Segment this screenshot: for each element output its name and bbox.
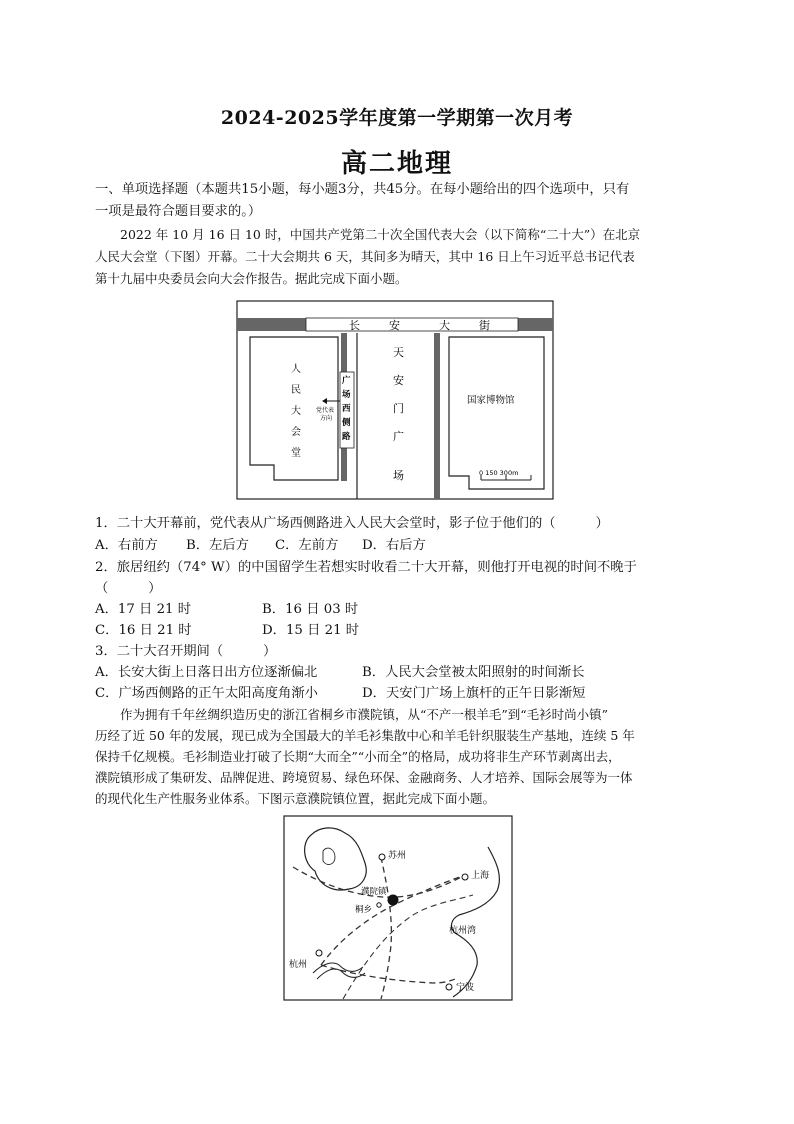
square-char-3: 门 [393, 402, 404, 415]
lake-island [323, 848, 335, 864]
q3-option-b[interactable]: B．人民大会堂被太阳照射的时间渐长 [362, 665, 585, 680]
west-road-char-4: 侧 [342, 418, 351, 428]
square-char-1: 天 [393, 346, 404, 359]
hall-char-2: 民 [291, 385, 301, 396]
street-char-1: 长 [349, 319, 360, 332]
q1-option-c[interactable]: C．左前方 [275, 538, 339, 553]
q2-stem: 2．旅居纽约（74° W）的中国留学生若想实时收看二十大开幕，则他打开电视的时间不晚于 [95, 560, 637, 575]
ningbo-dot [446, 984, 452, 990]
west-road-char-1: 广 [342, 376, 351, 386]
q3-option-d[interactable]: D．天安门广场上旗杆的正午日影渐短 [362, 686, 586, 701]
passage2-line2: 历经了近 50 年的发展，现已成为全国最大的羊毛衫集散中心和羊毛针织服装生产基地，连续 5 年 [95, 728, 635, 743]
hall-char-4: 会 [291, 427, 301, 438]
passage1-line2: 人民大会堂（下图）开幕。二十大会期共 6 天，其间多为晴天，其中 16 日上午习近平总书记代表 [95, 249, 635, 264]
puyuan-location-map [283, 815, 513, 1001]
tiananmen-map [236, 300, 554, 500]
q1-stem: 1．二十大开幕前，党代表从广场西侧路进入人民大会堂时，影子位于他们的（ ） [95, 516, 609, 531]
passage2-line5: 的现代化生产性服务业体系。下图示意濮院镇位置，据此完成下面小题。 [95, 791, 496, 806]
q2-option-c[interactable]: C．16 日 21 时 [95, 623, 192, 638]
square-char-4: 广 [393, 430, 404, 443]
section-heading-line2: 一项是最符合题目要求的。） [95, 204, 262, 219]
q3-option-c[interactable]: C．广场西侧路的正午太阳高度角渐小 [95, 686, 318, 701]
passage2-line4: 濮院镇形成了集研发、品牌促进、跨境贸易、绿色环保、金融商务、人才培养、国际会展等为一体 [95, 770, 633, 785]
arrow-label-2: 方向 [320, 415, 333, 422]
hangzhouwan-label: 杭州湾 [449, 926, 477, 936]
section-heading-line1: 一、单项选择题（本题共15小题，每小题3分，共45分。在每小题给出的四个选项中，只有 [95, 182, 630, 197]
q3-stem: 3．二十大召开期间（ ） [95, 644, 277, 659]
square-char-5: 场 [393, 469, 404, 482]
tongxiang-dot [377, 903, 381, 907]
arrow-label-1: 党代表 [316, 407, 335, 414]
q2-option-b[interactable]: B．16 日 03 时 [262, 602, 359, 617]
q2-paren: （ ） [95, 581, 162, 596]
subject-title: 高二地理 [340, 149, 453, 179]
passage2-line1: 作为拥有千年丝绸织造历史的浙江省桐乡市濮院镇，从“不产一根羊毛”到“毛衫时尚小镇” [120, 707, 609, 722]
hall-char-5: 堂 [291, 448, 301, 459]
street-char-3: 大 [439, 319, 450, 332]
square-east-road [434, 333, 440, 499]
puyuan-label: 濮院镇 [361, 887, 387, 897]
q1-option-a[interactable]: A．右前方 [95, 538, 158, 553]
west-road-char-3: 西 [342, 404, 351, 414]
puyuan-dot [388, 895, 399, 906]
hangzhou-label: 杭州 [289, 960, 308, 970]
museum-outline [449, 337, 544, 489]
passage1-line3: 第十九届中央委员会向大会作报告。据此完成下面小题。 [95, 271, 408, 286]
square-char-2: 安 [393, 374, 404, 387]
exam-title: 2024-2025学年度第一学期第一次月考 [220, 107, 574, 129]
tongxiang-label: 桐乡 [355, 905, 373, 915]
passage2-line3: 保持千亿规模。毛衫制造业打破了长期“大而全”“小而全”的格局，成功将非生产环节剥离出去， [95, 749, 621, 764]
suzhou-label: 苏州 [388, 851, 407, 861]
scale-bar-label: 0 150 300m [479, 469, 519, 477]
shanghai-label: 上海 [471, 871, 490, 881]
passage1-line1: 2022 年 10 月 16 日 10 时，中国共产党第二十次全国代表大会（以下简称“二十大”）在北京 [120, 227, 641, 242]
west-road-char-5: 路 [342, 432, 351, 442]
street-char-4: 街 [479, 319, 490, 332]
hangzhou-dot [316, 950, 322, 956]
suzhou-dot [379, 854, 385, 860]
hall-char-1: 人 [291, 364, 301, 375]
street-char-2: 安 [389, 319, 400, 332]
q1-option-d[interactable]: D．右后方 [362, 538, 426, 553]
q2-option-a[interactable]: A．17 日 21 时 [95, 602, 192, 617]
q2-option-d[interactable]: D．15 日 21 时 [262, 623, 360, 638]
west-road-char-2: 场 [342, 390, 351, 400]
hall-char-3: 大 [291, 406, 301, 417]
q3-option-a[interactable]: A．长安大街上日落日出方位逐渐偏北 [95, 665, 318, 680]
q1-option-b[interactable]: B．左后方 [186, 538, 249, 553]
shanghai-dot [462, 874, 468, 880]
ningbo-label: 宁波 [456, 983, 475, 993]
museum-label: 国家博物馆 [467, 395, 515, 406]
